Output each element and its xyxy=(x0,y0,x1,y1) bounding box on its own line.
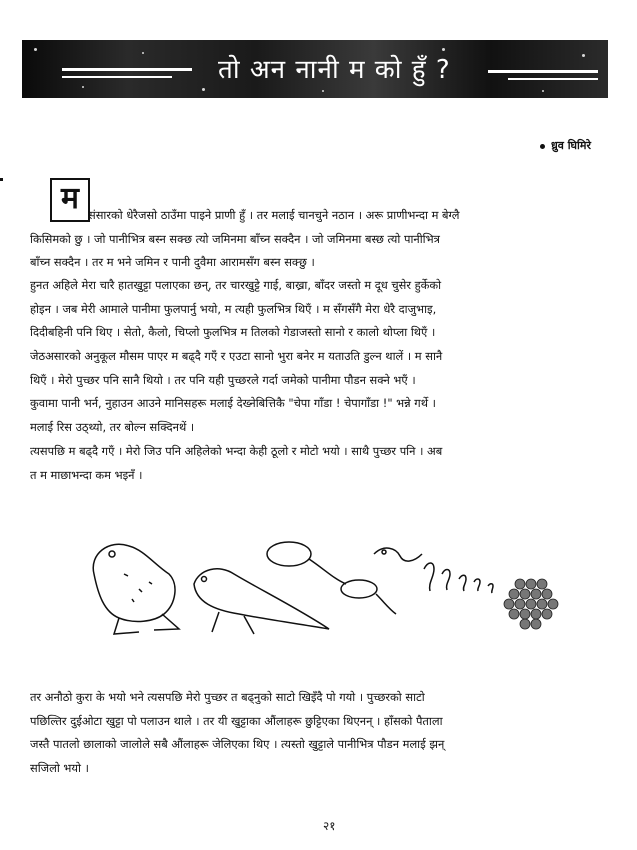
paragraph-line: त म माछाभन्दा कम भइनँ । xyxy=(30,467,143,482)
author-byline xyxy=(540,138,591,153)
title-banner xyxy=(22,40,608,98)
banner-rule-right-2 xyxy=(508,78,598,80)
frog-drawing xyxy=(93,544,179,634)
paragraph-line: त्यसपछि म बढ्दै गएँ । मेरो जिउ पनि अहिलेको भन्दा केही ठूलो र मोटो भयो । साथै पुच्छर पनि । अब xyxy=(30,444,443,458)
paragraph-line: जेठअसारको अनुकूल मौसम पाएर म बढ्दै गएँ र एउटा सानो भुरा बनेर म यताउति डुल्न थालें । म सानै xyxy=(30,349,443,363)
paragraph-line: सजिलो भयो । xyxy=(30,760,89,775)
paragraph-line: दिदीबहिनी पनि थिए । सेतो, कैलो, चिप्लो फुलभित्र म तिलको गेडाजस्तो सानो र कालो थोप्ला थिएँ । xyxy=(30,325,436,339)
paragraph-line: होइन । जब मेरी आमाले पानीमा फुलपार्नु भयो, म त्यही फुलभित्र थिएँ । म सँगसँगै मेरा धेरै दाजुभाइ, xyxy=(30,301,437,316)
tadpole-small-drawing xyxy=(341,580,396,614)
page-title: तो अन नानी म को हुँ ? xyxy=(218,55,451,85)
paragraph-line: मलाई रिस उठ्थ्यो, तर बोल्न सक्दिनथें । xyxy=(30,419,195,434)
frog-with-tail-drawing xyxy=(194,569,329,634)
paragraph-line: पछिल्तिर दुईओटा खुट्टा पो पलाउन थाले । तर यी खुट्टाका औंलाहरू छुट्टिएका थिएनन् । हाँसको पैताला xyxy=(30,713,443,728)
bullet-icon xyxy=(540,144,545,149)
paragraph-3 xyxy=(30,345,610,439)
paragraph-line: हुनत अहिले मेरा चारै हातखुट्टा पलाएका छन्, तर चारखुट्टे गाई, बाख्रा, बाँदर जस्तो म दूध चुसेर हुर्केको xyxy=(30,278,442,292)
paragraph-line: संसारको धेरैजसो ठाउँमा पाइने प्राणी हुँ । तर मलाई चानचुने नठान । अरू प्राणीभन्दा म बेग्लै xyxy=(88,208,460,222)
paragraph-line: बाँच्न सक्दैन । तर म भने जमिन र पानी दुवैमा आरामसँग बस्न सक्छु । xyxy=(30,255,315,269)
frog-spawn-drawing xyxy=(504,579,558,629)
paragraph-line: किसिमको छु । जो पानीभित्र बस्न सक्छ त्यो जमिनमा बाँच्न सक्दैन । जो जमिनमा बस्छ त्यो पानीभित्र xyxy=(30,231,440,246)
banner-rule-left-2 xyxy=(62,76,172,78)
tadpole-embryos-drawing xyxy=(424,563,493,593)
paragraph-2 xyxy=(30,274,610,345)
paragraph-line: थिएँ । मेरो पुच्छर पनि सानै थियो । तर पनि यही पुच्छरले गर्दा जमेको पानीमा पौडन सक्ने भएँ । xyxy=(30,372,416,387)
page-number: २१ xyxy=(323,819,336,833)
author-name: ध्रुव घिमिरे xyxy=(551,139,591,152)
scan-edge-mark xyxy=(0,178,3,181)
tadpole-large-drawing xyxy=(267,542,346,584)
banner-rule-left xyxy=(62,68,192,71)
frog-life-cycle-illustration xyxy=(84,534,574,644)
paragraph-5 xyxy=(30,686,610,780)
paragraph-line: जस्तै पातलो छालाको जालोले सबै औंलाहरू जेलिएका थिए । त्यस्तो खुट्टाले पानीभित्र पौडन मलाई झन् xyxy=(30,737,445,751)
paragraph-4 xyxy=(30,440,610,487)
paragraph-line: कुवामा पानी भर्न, नुहाउन आउने मानिसहरू मलाई देख्नेबित्तिकै "चेपा गाँडा ! चेपागाँडा !" भन्ने गर्थे । xyxy=(30,396,436,410)
paragraph-1 xyxy=(30,204,610,275)
tadpole-hatchling-drawing xyxy=(374,548,422,561)
banner-rule-right xyxy=(488,70,598,73)
paragraph-line: तर अनौठो कुरा के भयो भने त्यसपछि मेरो पुच्छर त बढ्नुको साटो खिइँदै पो गयो । पुच्छरको साटो xyxy=(30,690,425,704)
drop-cap: म xyxy=(50,178,90,222)
